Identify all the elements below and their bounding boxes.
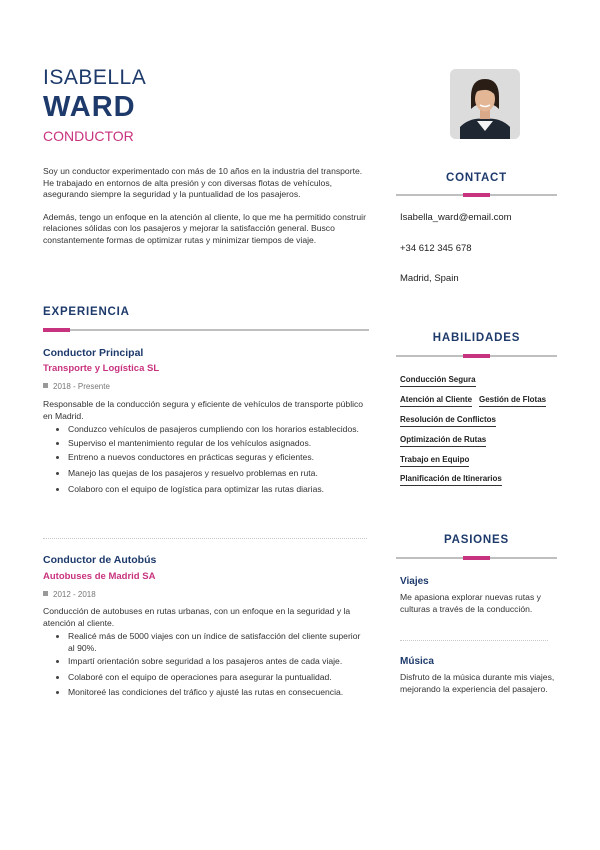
job-company: Autobuses de Madrid SA xyxy=(43,571,156,582)
accent-bar xyxy=(43,328,70,332)
job-dates xyxy=(43,590,96,599)
contact-email[interactable]: Isabella_ward@email.com xyxy=(400,212,512,223)
passion-separator xyxy=(400,640,548,641)
experience-divider xyxy=(43,329,369,331)
skill-tag: Gestión de Flotas xyxy=(479,395,546,407)
contact-location: Madrid, Spain xyxy=(400,273,459,284)
profile-portrait-icon xyxy=(450,69,520,139)
skill-tag: Atención al Cliente xyxy=(400,395,472,407)
job-bullet: Realicé más de 5000 viajes con un índice de satisfacción del cliente superior al 90%. xyxy=(55,631,367,654)
job-description: Conducción de autobuses en rutas urbanas, con un enfoque en la seguridad y la atención al cliente. xyxy=(43,606,351,628)
job-dates-text: 2012 - 2018 xyxy=(53,590,96,599)
profile-photo xyxy=(450,69,520,139)
job-bullet: Manejo las quejas de los pasajeros y resuelvo problemas en ruta. xyxy=(55,468,367,480)
job-dates xyxy=(43,382,110,391)
calendar-icon xyxy=(43,591,48,596)
skill-tag: Optimización de Rutas xyxy=(400,435,486,447)
accent-bar xyxy=(463,354,490,358)
job-company: Transporte y Logística SL xyxy=(43,363,160,374)
passion-description: Disfruto de la música durante mis viajes, mejorando la experiencia del pasajero. xyxy=(400,672,555,694)
passion-description: Me apasiona explorar nuevas rutas y culturas a través de la conducción. xyxy=(400,592,541,614)
job-bullet: Colaboro con el equipo de logística para optimizar las rutas diarias. xyxy=(55,484,367,496)
skill-tag: Trabajo en Equipo xyxy=(400,455,469,467)
passion-title: Viajes xyxy=(400,576,429,587)
job-description: Responsable de la conducción segura y eficiente de vehículos de transporte público en Madrid. xyxy=(43,399,364,421)
first-name: ISABELLA xyxy=(43,66,147,89)
contact-heading: CONTACT xyxy=(446,172,507,184)
job-bullets xyxy=(55,424,367,496)
summary-paragraph: Además, tengo un enfoque en la atención al cliente, lo que me ha permitido construir relaciones sólidas con los pasajeros y mejorar la satisfacción general. Busco constantemente formas de optimizar rutas y minimizar tiempos de viaje. xyxy=(43,211,366,245)
calendar-icon xyxy=(43,383,48,388)
summary-paragraph: Soy un conductor experimentado con más de 10 años en la industria del transporte. He trabajado en entornos de alta presión y con diversas flotas de vehículos, asegurando siempre la seguridad y la puntualidad de los pasajeros. xyxy=(43,166,363,200)
job-separator xyxy=(43,538,367,539)
last-name: WARD xyxy=(43,91,136,123)
passion-title: Música xyxy=(400,656,434,667)
contact-phone[interactable]: +34 612 345 678 xyxy=(400,243,472,254)
job-bullet: Colaboré con el equipo de operaciones para asegurar la puntualidad. xyxy=(55,672,367,684)
profile-summary xyxy=(43,166,368,247)
skill-tag: Conducción Segura xyxy=(400,375,476,387)
job-bullets xyxy=(55,631,367,699)
skill-tag: Resolución de Conflictos xyxy=(400,415,496,427)
job-bullet: Entreno a nuevos conductores en prácticas seguras y eficientes. xyxy=(55,452,367,464)
skills-divider xyxy=(396,355,557,357)
job-title: CONDUCTOR xyxy=(43,128,134,144)
accent-bar xyxy=(463,193,490,197)
job-bullet: Conduzco vehículos de pasajeros cumpliendo con los horarios establecidos. xyxy=(55,424,367,436)
job-bullet: Impartí orientación sobre seguridad a los pasajeros antes de cada viaje. xyxy=(55,656,367,668)
job-role: Conductor de Autobús xyxy=(43,554,157,566)
accent-bar xyxy=(463,556,490,560)
passions-heading: PASIONES xyxy=(444,534,509,546)
job-bullet: Monitoreé las condiciones del tráfico y ajusté las rutas en consecuencia. xyxy=(55,687,367,699)
job-dates-text: 2018 - Presente xyxy=(53,382,110,391)
skill-tag: Planificación de Itinerarios xyxy=(400,474,502,486)
passions-divider xyxy=(396,557,557,559)
job-role: Conductor Principal xyxy=(43,347,144,359)
job-bullet: Superviso el mantenimiento regular de los vehículos asignados. xyxy=(55,438,367,450)
skills-heading: HABILIDADES xyxy=(432,332,521,344)
experience-heading: EXPERIENCIA xyxy=(43,306,130,318)
contact-divider xyxy=(396,194,557,196)
